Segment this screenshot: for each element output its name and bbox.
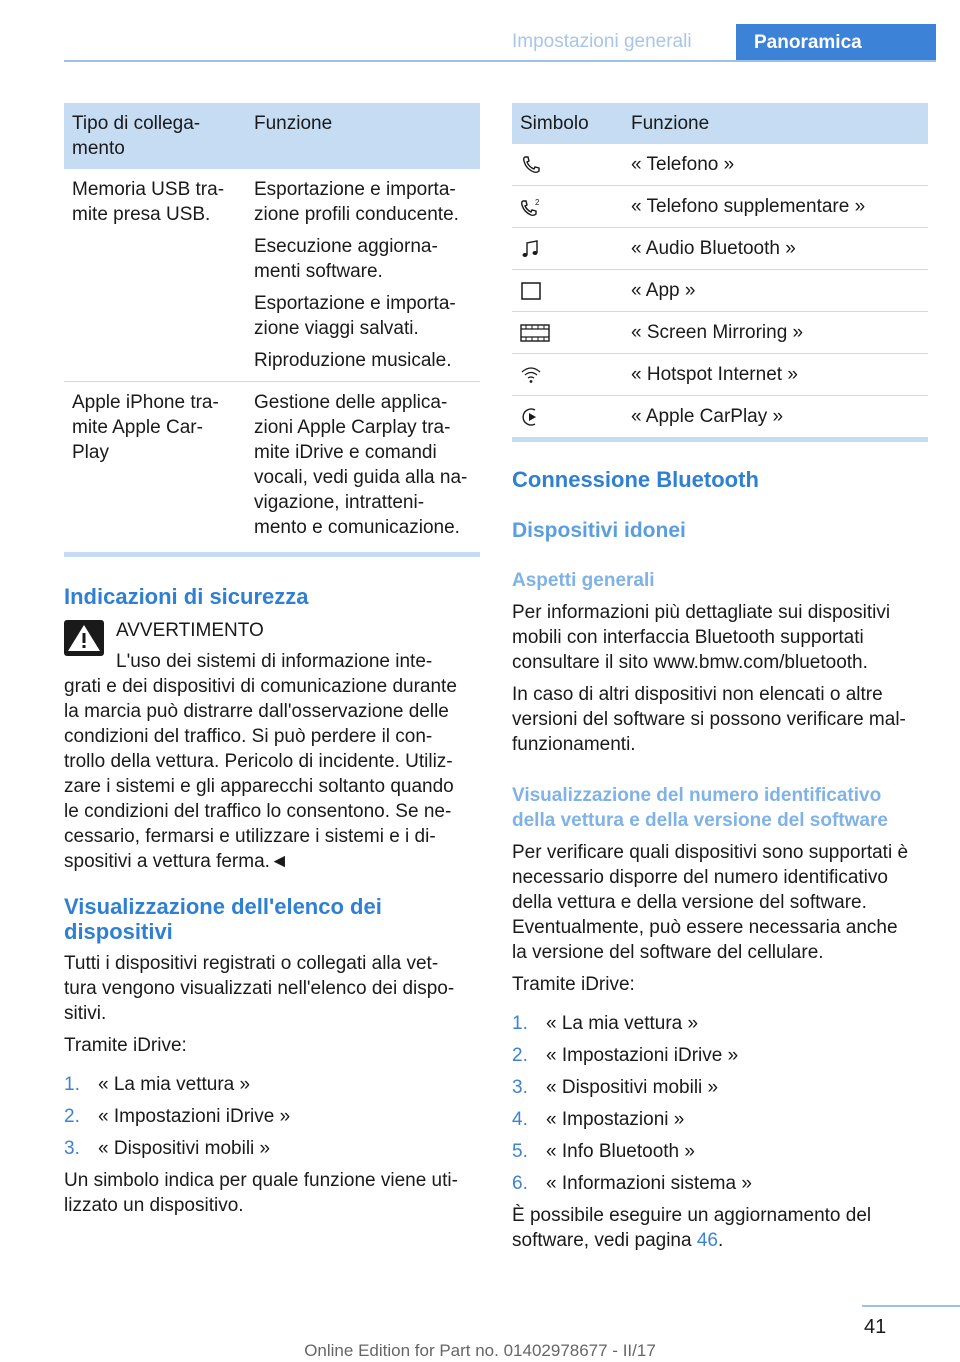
table-row <box>512 270 928 312</box>
function-item: Esecuzione aggiorna- menti software. <box>254 236 438 282</box>
table-row <box>512 228 928 270</box>
symbol-label: « Apple CarPlay » <box>623 396 928 438</box>
function-item: Esportazione e importa- zione profili conducente. <box>254 179 459 225</box>
device-list-intro: Tutti i dispositivi registrati o collegati alla vet- tura vengono visualizzati nell'elenco dei dispo- sitivi. <box>64 953 455 1024</box>
function-item: Esportazione e importa- zione viaggi salvati. <box>254 293 456 339</box>
row-usb-functions <box>246 169 480 382</box>
symbol-label: « Hotspot Internet » <box>623 354 928 396</box>
connection-type-table <box>64 103 480 548</box>
bluetooth-steps <box>512 1011 928 1196</box>
row-iphone-functions <box>246 382 480 549</box>
screen-mirroring-icon <box>520 322 550 344</box>
list-item: 4. « Impostazioni » <box>512 1109 685 1130</box>
footer-edition: Online Edition for Part no. 01402978677 - II/17 <box>304 1341 656 1360</box>
device-list-outro: Un simbolo indica per quale funzione viene uti- lizzato un dispositivo. <box>64 1170 458 1216</box>
phone-icon <box>520 154 542 176</box>
suitable-devices-heading: Dispositivi idonei <box>512 519 686 542</box>
function-item: Riproduzione musicale. <box>254 350 452 371</box>
footer-rule <box>862 1305 960 1307</box>
table-row <box>512 144 928 186</box>
row-usb-type: Memoria USB tra- mite presa USB. <box>64 169 246 382</box>
table-end-rule <box>64 552 480 557</box>
list-item: 6. « Informazioni sistema » <box>512 1173 752 1194</box>
warning-block <box>64 618 480 874</box>
table-row <box>512 312 928 354</box>
table-header-function: Funzione <box>623 103 928 144</box>
symbol-label: « Audio Bluetooth » <box>623 228 928 270</box>
list-item: 2. « Impostazioni iDrive » <box>64 1106 291 1127</box>
bluetooth-heading: Connessione Bluetooth <box>512 467 759 492</box>
svg-text:2: 2 <box>535 197 540 207</box>
general-paragraph-1: Per informazioni più dettagliate sui dispositivi mobili con interfaccia Bluetooth supportati consultare il sito www.bmw.com/bluetooth. <box>512 602 891 673</box>
list-item: 3. « Dispositivi mobili » <box>512 1077 719 1098</box>
table-row <box>512 354 928 396</box>
warning-label: AVVERTIMENTO <box>116 620 264 641</box>
carplay-icon <box>520 406 542 428</box>
page-number: 41 <box>864 1316 887 1338</box>
wifi-hotspot-icon <box>520 364 542 386</box>
header-section-title: Impostazioni generali <box>512 31 692 52</box>
device-list-steps <box>64 1072 480 1161</box>
symbol-table <box>512 103 928 438</box>
general-aspects-heading: Aspetti generali <box>512 570 655 591</box>
warning-triangle-icon <box>64 620 104 656</box>
list-item: 3. « Dispositivi mobili » <box>64 1138 271 1159</box>
function-item: Gestione delle applica- zioni Apple Carplay tra- mite iDrive e comandi vocali, vedi guida alla na- vigazione, intratteni- mento e comunicazione. <box>254 392 468 538</box>
symbol-label: « App » <box>623 270 928 312</box>
symbol-label: « Telefono » <box>623 144 928 186</box>
table-row <box>64 382 480 549</box>
symbol-label: « Screen Mirroring » <box>623 312 928 354</box>
update-paragraph: È possibile eseguire un aggiornamento del software, vedi pagina 46. <box>512 1205 872 1251</box>
list-item: 1. « La mia vettura » <box>64 1074 251 1095</box>
header-tab-panoramica: Panoramica <box>736 24 936 62</box>
symbol-label: « Telefono supplementare » <box>623 186 928 228</box>
app-square-icon <box>520 280 542 302</box>
row-iphone-type: Apple iPhone tra- mite Apple Car- Play <box>72 392 219 463</box>
table-row <box>512 396 928 438</box>
table-row <box>64 169 480 382</box>
general-paragraph-2: In caso di altri dispositivi non elencati o altre versioni del software si possono verificare mal- funzionamenti. <box>512 684 906 755</box>
version-paragraph: Per verificare quali dispositivi sono supportati è necessario disporre del numero identificativo della vettura e della versione del software. Eventualmente, può essere necessaria anche la versione del software del cellulare. <box>512 842 909 963</box>
table-end-rule <box>512 437 928 442</box>
list-item: 1. « La mia vettura » <box>512 1013 699 1034</box>
list-item: 5. « Info Bluetooth » <box>512 1141 695 1162</box>
bluetooth-via: Tramite iDrive: <box>512 974 635 995</box>
header-rule <box>64 60 936 62</box>
device-list-via: Tramite iDrive: <box>64 1035 187 1056</box>
table-row <box>512 186 928 228</box>
left-column <box>64 103 480 1218</box>
phone-secondary-icon <box>520 196 542 218</box>
warning-text: L'uso dei sistemi di informazione inte- grati e dei dispositivi di comunicazione durante la marcia può distrarre dall'osservazione delle condizioni del traffico. Si può perdere il con- trollo della vettura. Pericolo di incidente. Utiliz- zare i sistemi e gli apparecchi soltanto quando le condizioni del traffico lo consentono. Se ne- cessario, fermarsi e utilizzare i sistemi e i di- spositivi a vettura ferma.◄ <box>64 651 457 872</box>
table-header-function: Funzione <box>246 103 480 169</box>
safety-heading: Indicazioni di sicurezza <box>64 584 309 609</box>
music-note-icon <box>520 238 542 260</box>
version-heading: Visualizzazione del numero identificativo della vettura e della versione del software <box>512 785 888 831</box>
list-item: 2. « Impostazioni iDrive » <box>512 1045 739 1066</box>
table-header-symbol: Simbolo <box>512 103 623 144</box>
device-list-heading: Visualizzazione dell'elenco dei dispositivi <box>64 894 382 944</box>
right-column <box>512 103 928 1253</box>
page-link[interactable]: 46 <box>696 1230 718 1251</box>
table-header-type: Tipo di collega- mento <box>64 103 246 169</box>
